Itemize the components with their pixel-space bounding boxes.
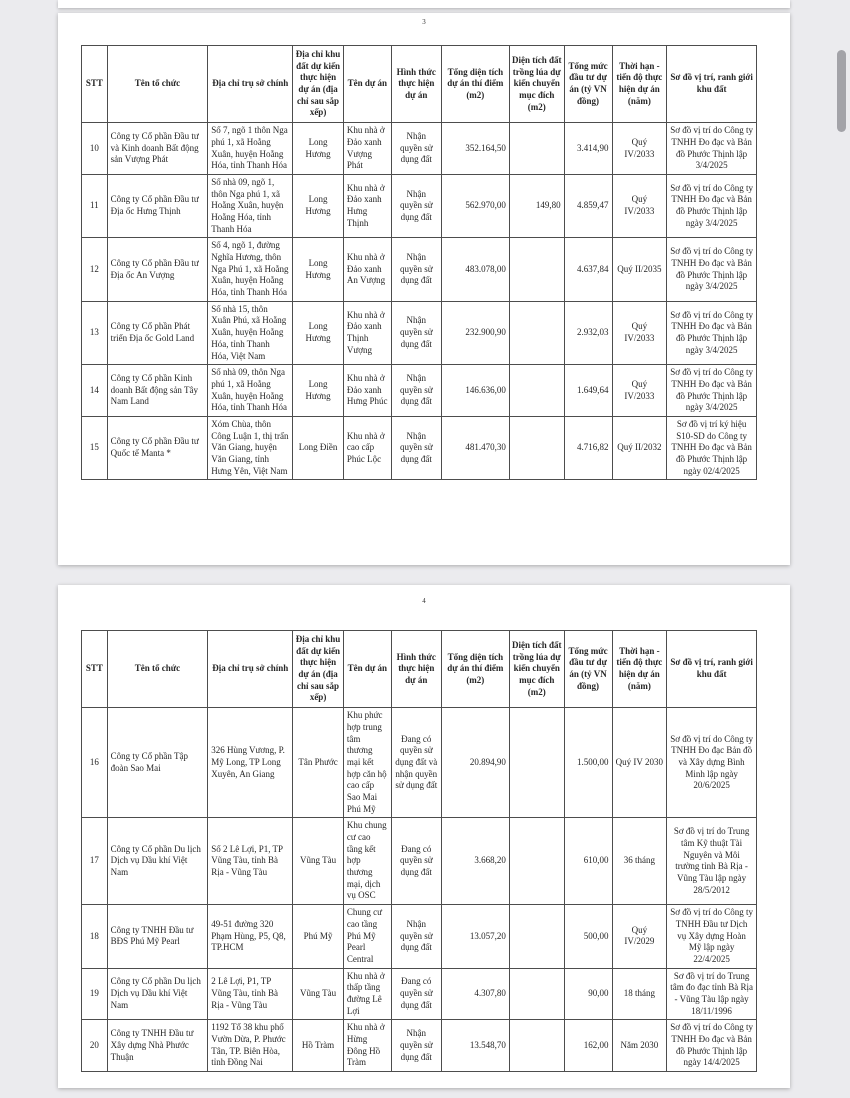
cell-site: Phú Mỹ	[293, 905, 344, 968]
cell-address: Số nhà 09, ngõ 1, thôn Nga phú 1, xã Hoằng Xuân, huyện Hoằng Hóa, tỉnh Thanh Hóa	[208, 174, 293, 237]
cell-form: Đang có quyền sử dụng đất và nhận quyền sử dụng đất	[391, 708, 441, 818]
cell-stt: 12	[82, 238, 108, 301]
column-header: Địa chỉ trụ sở chính	[208, 631, 293, 708]
cell-address: Số 7, ngõ 1 thôn Nga phú 1, xã Hoằng Xuân, huyện Hoằng Hóa, tỉnh Thanh Hóa	[208, 123, 293, 175]
table-row	[82, 365, 757, 417]
cell-site: Hồ Tràm	[293, 1020, 344, 1072]
cell-rice	[509, 365, 564, 417]
cell-capital: 500,00	[564, 905, 612, 968]
cell-project: Khu nhà ở Hừng Đông Hồ Tràm	[343, 1020, 391, 1072]
cell-area: 146.636,00	[441, 365, 509, 417]
cell-site: Long Hương	[293, 238, 344, 301]
cell-rice	[509, 968, 564, 1020]
table-row	[82, 301, 757, 364]
cell-site: Vũng Tàu	[293, 968, 344, 1020]
cell-site: Long Hương	[293, 123, 344, 175]
cell-rice: 149,80	[509, 174, 564, 237]
cell-area: 352.164,50	[441, 123, 509, 175]
cell-map: Sơ đồ vị trí do Công ty TNHH Đo đạc và Bản đồ Phước Thịnh lập 3/4/2025	[667, 123, 757, 175]
cell-project: Khu chung cư cao tầng kết hợp thương mại, dịch vụ OSC	[343, 818, 391, 905]
cell-stt: 10	[82, 123, 108, 175]
cell-address: 1192 Tổ 38 khu phố Vườn Dừa, P. Phước Tân, TP. Biên Hòa, tỉnh Đồng Nai	[208, 1020, 293, 1072]
cell-rice	[509, 301, 564, 364]
cell-form: Nhận quyền sử dụng đất	[391, 174, 441, 237]
cell-address: 2 Lê Lợi, P1, TP Vũng Tàu, tỉnh Bà Rịa - Vũng Tàu	[208, 968, 293, 1020]
cell-stt: 13	[82, 301, 108, 364]
cell-site: Long Hương	[293, 365, 344, 417]
header-row	[82, 631, 757, 708]
cell-project: Khu nhà ở thấp tầng đường Lê Lợi	[343, 968, 391, 1020]
cell-area: 13.548,70	[441, 1020, 509, 1072]
cell-stt: 15	[82, 416, 108, 479]
cell-org: Công ty Cổ phần Du lịch Dịch vụ Dầu khí Việt Nam	[107, 818, 208, 905]
vertical-scrollbar-thumb[interactable]	[837, 50, 846, 132]
cell-stt: 14	[82, 365, 108, 417]
cell-project: Khu nhà ở Đảo xanh An Vượng	[343, 238, 391, 301]
table-row	[82, 174, 757, 237]
document-page-4	[58, 585, 790, 1088]
table-row	[82, 123, 757, 175]
land-projects-table	[81, 45, 757, 480]
column-header: Địa chỉ khu đất dự kiến thực hiện dự án (địa chỉ sau sắp xếp)	[293, 631, 344, 708]
cell-rice	[509, 1020, 564, 1072]
cell-address: Số nhà 09, thôn Nga phú 1, xã Hoằng Xuân, huyện Hoằng Hóa, tỉnh Thanh Hóa	[208, 365, 293, 417]
cell-address: Số 2 Lê Lợi, P1, TP Vũng Tàu, tỉnh Bà Rịa - Vũng Tàu	[208, 818, 293, 905]
cell-map: Sơ đồ vị trí do Công ty TNHH Đo đạc và Bản đồ Phước Thịnh lập ngày 3/4/2025	[667, 238, 757, 301]
cell-map: Sơ đồ vị trí do Công ty TNHH Đo đạc và Bản đồ Phước Thịnh lập ngày 14/4/2025	[667, 1020, 757, 1072]
cell-capital: 90,00	[564, 968, 612, 1020]
column-header: Hình thức thực hiện dự án	[391, 46, 441, 123]
cell-site: Long Điền	[293, 416, 344, 479]
cell-map: Sơ đồ vị trí ký hiệu S10-SD do Công ty TNHH Đo đạc và Bản đồ Phước Thịnh lập ngày 02/4/2025	[667, 416, 757, 479]
cell-capital: 1.500,00	[564, 708, 612, 818]
cell-area: 3.668,20	[441, 818, 509, 905]
column-header: Thời hạn - tiến độ thực hiện dự án (năm)	[612, 46, 667, 123]
cell-duration: Quý II/2032	[612, 416, 667, 479]
cell-duration: Quý IV 2030	[612, 708, 667, 818]
cell-org: Công ty Cổ phần Đầu tư và Kinh doanh Bất động sản Vượng Phát	[107, 123, 208, 175]
cell-map: Sơ đồ vị trí do Công ty TNHH Đo đạc và Bản đồ Phước Thịnh lập ngày 3/4/2025	[667, 174, 757, 237]
cell-area: 232.900,90	[441, 301, 509, 364]
cell-capital: 610,00	[564, 818, 612, 905]
cell-form: Đang có quyền sử dụng đất	[391, 818, 441, 905]
column-header: Tổng diện tích dự án thí điểm (m2)	[441, 631, 509, 708]
cell-org: Công ty Cổ phần Đầu tư Địa ốc An Vượng	[107, 238, 208, 301]
page-number: 4	[422, 597, 426, 605]
cell-area: 13.057,20	[441, 905, 509, 968]
cell-area: 20.894,90	[441, 708, 509, 818]
cell-org: Công ty Cổ phần Du lịch Dịch vụ Dầu khí Việt Nam	[107, 968, 208, 1020]
column-header: Tên tổ chức	[107, 46, 208, 123]
table-row	[82, 238, 757, 301]
cell-address: Số 4, ngõ 1, đường Nghĩa Hương, thôn Nga Phú 1, xã Hoằng Xuân, huyện Hoằng Hóa, tỉnh Thanh Hóa	[208, 238, 293, 301]
cell-area: 562.970,00	[441, 174, 509, 237]
column-header: STT	[82, 631, 108, 708]
cell-site: Vũng Tàu	[293, 818, 344, 905]
cell-map: Sơ đồ vị trí do Công ty TNHH Đo đạc Bản đồ và Xây dựng Bình Minh lập ngày 20/6/2025	[667, 708, 757, 818]
cell-map: Sơ đồ vị trí do Công ty TNHH Đo đạc và Bản đồ Phước Thịnh lập ngày 3/4/2025	[667, 301, 757, 364]
cell-map: Sơ đồ vị trí do Công ty TNHH Đầu tư Dịch vụ Xây dựng Hoàn Mỹ lập ngày 22/4/2025	[667, 905, 757, 968]
cell-form: Nhận quyền sử dụng đất	[391, 365, 441, 417]
cell-project: Khu nhà ở Đảo xanh Hưng Thịnh	[343, 174, 391, 237]
cell-capital: 4.637,84	[564, 238, 612, 301]
previous-page-bottom-edge	[58, 0, 790, 8]
column-header: Tổng mức đầu tư dự án (tỷ VN đồng)	[564, 631, 612, 708]
cell-project: Khu nhà ở Đảo xanh Vượng Phát	[343, 123, 391, 175]
cell-stt: 18	[82, 905, 108, 968]
column-header: Tổng mức đầu tư dự án (tỷ VN đồng)	[564, 46, 612, 123]
document-scroll-area	[58, 0, 790, 1088]
cell-project: Khu phức hợp trung tâm thương mại kết hợp căn hộ cao cấp Sao Mai Phú Mỹ	[343, 708, 391, 818]
cell-project: Khu nhà ở cao cấp Phúc Lộc	[343, 416, 391, 479]
cell-rice	[509, 123, 564, 175]
page-number: 3	[422, 18, 426, 26]
cell-form: Nhận quyền sử dụng đất	[391, 123, 441, 175]
column-header: Thời hạn - tiến độ thực hiện dự án (năm)	[612, 631, 667, 708]
cell-project: Khu nhà ở Đảo xanh Hưng Phúc	[343, 365, 391, 417]
cell-stt: 17	[82, 818, 108, 905]
cell-map: Sơ đồ vị trí do Trung tâm đo đạc tỉnh Bà Rịa - Vũng Tàu lập ngày 18/11/1996	[667, 968, 757, 1020]
column-header: STT	[82, 46, 108, 123]
column-header: Tên dự án	[343, 631, 391, 708]
cell-duration: 36 tháng	[612, 818, 667, 905]
column-header: Tổng diện tích dự án thí điểm (m2)	[441, 46, 509, 123]
cell-capital: 2.932,03	[564, 301, 612, 364]
cell-site: Long Hương	[293, 174, 344, 237]
cell-duration: Quý IV/2033	[612, 365, 667, 417]
cell-capital: 4.716,82	[564, 416, 612, 479]
column-header: Tên dự án	[343, 46, 391, 123]
cell-site: Tân Phước	[293, 708, 344, 818]
cell-org: Công ty Cổ phần Đầu tư Địa ốc Hưng Thịnh	[107, 174, 208, 237]
cell-form: Nhận quyền sử dụng đất	[391, 238, 441, 301]
cell-area: 4.307,80	[441, 968, 509, 1020]
cell-map: Sơ đồ vị trí do Trung tâm Kỹ thuật Tài Nguyên và Môi trường tỉnh Bà Rịa - Vũng Tàu lập ngày 28/5/2012	[667, 818, 757, 905]
cell-org: Công ty Cổ phần Phát triển Địa ốc Gold Land	[107, 301, 208, 364]
cell-rice	[509, 708, 564, 818]
cell-duration: Quý IV/2033	[612, 123, 667, 175]
cell-rice	[509, 905, 564, 968]
cell-site: Long Hương	[293, 301, 344, 364]
column-header: Địa chỉ khu đất dự kiến thực hiện dự án (địa chỉ sau sắp xếp)	[293, 46, 344, 123]
cell-area: 481.470,30	[441, 416, 509, 479]
column-header: Diện tích đất trồng lúa dự kiến chuyển mục đích (m2)	[509, 631, 564, 708]
cell-rice	[509, 238, 564, 301]
cell-stt: 11	[82, 174, 108, 237]
document-page-3	[58, 13, 790, 565]
cell-stt: 16	[82, 708, 108, 818]
cell-rice	[509, 416, 564, 479]
column-header: Sơ đồ vị trí, ranh giới khu đất	[667, 631, 757, 708]
cell-form: Nhận quyền sử dụng đất	[391, 905, 441, 968]
cell-stt: 20	[82, 1020, 108, 1072]
cell-address: Số nhà 15, thôn Xuân Phú, xã Hoằng Xuân, huyện Hoằng Hóa, tỉnh Thanh Hóa, Việt Nam	[208, 301, 293, 364]
cell-area: 483.078,00	[441, 238, 509, 301]
column-header: Diện tích đất trồng lúa dự kiến chuyển mục đích (m2)	[509, 46, 564, 123]
header-row	[82, 46, 757, 123]
cell-address: 49-51 đường 320 Phạm Hùng, P5, Q8, TP.HCM	[208, 905, 293, 968]
table-row	[82, 905, 757, 968]
cell-capital: 1.649,64	[564, 365, 612, 417]
table-row	[82, 1020, 757, 1072]
cell-stt: 19	[82, 968, 108, 1020]
column-header: Sơ đồ vị trí, ranh giới khu đất	[667, 46, 757, 123]
land-projects-table	[81, 630, 757, 1072]
column-header: Tên tổ chức	[107, 631, 208, 708]
column-header: Địa chỉ trụ sở chính	[208, 46, 293, 123]
cell-form: Nhận quyền sử dụng đất	[391, 1020, 441, 1072]
cell-duration: Quý IV/2029	[612, 905, 667, 968]
cell-org: Công ty TNHH Đầu tư Xây dựng Nhà Phước Thuận	[107, 1020, 208, 1072]
table-row	[82, 708, 757, 818]
cell-duration: 18 tháng	[612, 968, 667, 1020]
cell-form: Nhận quyền sử dụng đất	[391, 301, 441, 364]
cell-project: Khu nhà ở Đảo xanh Thịnh Vượng	[343, 301, 391, 364]
cell-duration: Quý IV/2033	[612, 301, 667, 364]
cell-capital: 4.859,47	[564, 174, 612, 237]
cell-capital: 162,00	[564, 1020, 612, 1072]
cell-org: Công ty Cổ phần Đầu tư Quốc tế Manta *	[107, 416, 208, 479]
cell-form: Đang có quyền sử dụng đất	[391, 968, 441, 1020]
cell-duration: Năm 2030	[612, 1020, 667, 1072]
cell-duration: Quý IV/2033	[612, 174, 667, 237]
cell-map: Sơ đồ vị trí do Công ty TNHH Đo đạc và Bản đồ Phước Thịnh lập ngày 3/4/2025	[667, 365, 757, 417]
cell-address: 326 Hùng Vương, P. Mỹ Long, TP Long Xuyên, An Giang	[208, 708, 293, 818]
column-header: Hình thức thực hiện dự án	[391, 631, 441, 708]
table-row	[82, 968, 757, 1020]
cell-org: Công ty Cổ phần Kinh doanh Bất động sản Tây Nam Land	[107, 365, 208, 417]
cell-project: Chung cư cao tầng Phú Mỹ Pearl Central	[343, 905, 391, 968]
cell-address: Xóm Chùa, thôn Công Luận 1, thị trấn Văn Giang, huyện Văn Giang, tỉnh Hưng Yên, Việt Nam	[208, 416, 293, 479]
table-row	[82, 416, 757, 479]
cell-capital: 3.414,90	[564, 123, 612, 175]
cell-form: Nhận quyền sử dụng đất	[391, 416, 441, 479]
cell-rice	[509, 818, 564, 905]
table-row	[82, 818, 757, 905]
cell-duration: Quý II/2035	[612, 238, 667, 301]
cell-org: Công ty Cổ phần Tập đoàn Sao Mai	[107, 708, 208, 818]
cell-org: Công ty TNHH Đầu tư BĐS Phú Mỹ Pearl	[107, 905, 208, 968]
